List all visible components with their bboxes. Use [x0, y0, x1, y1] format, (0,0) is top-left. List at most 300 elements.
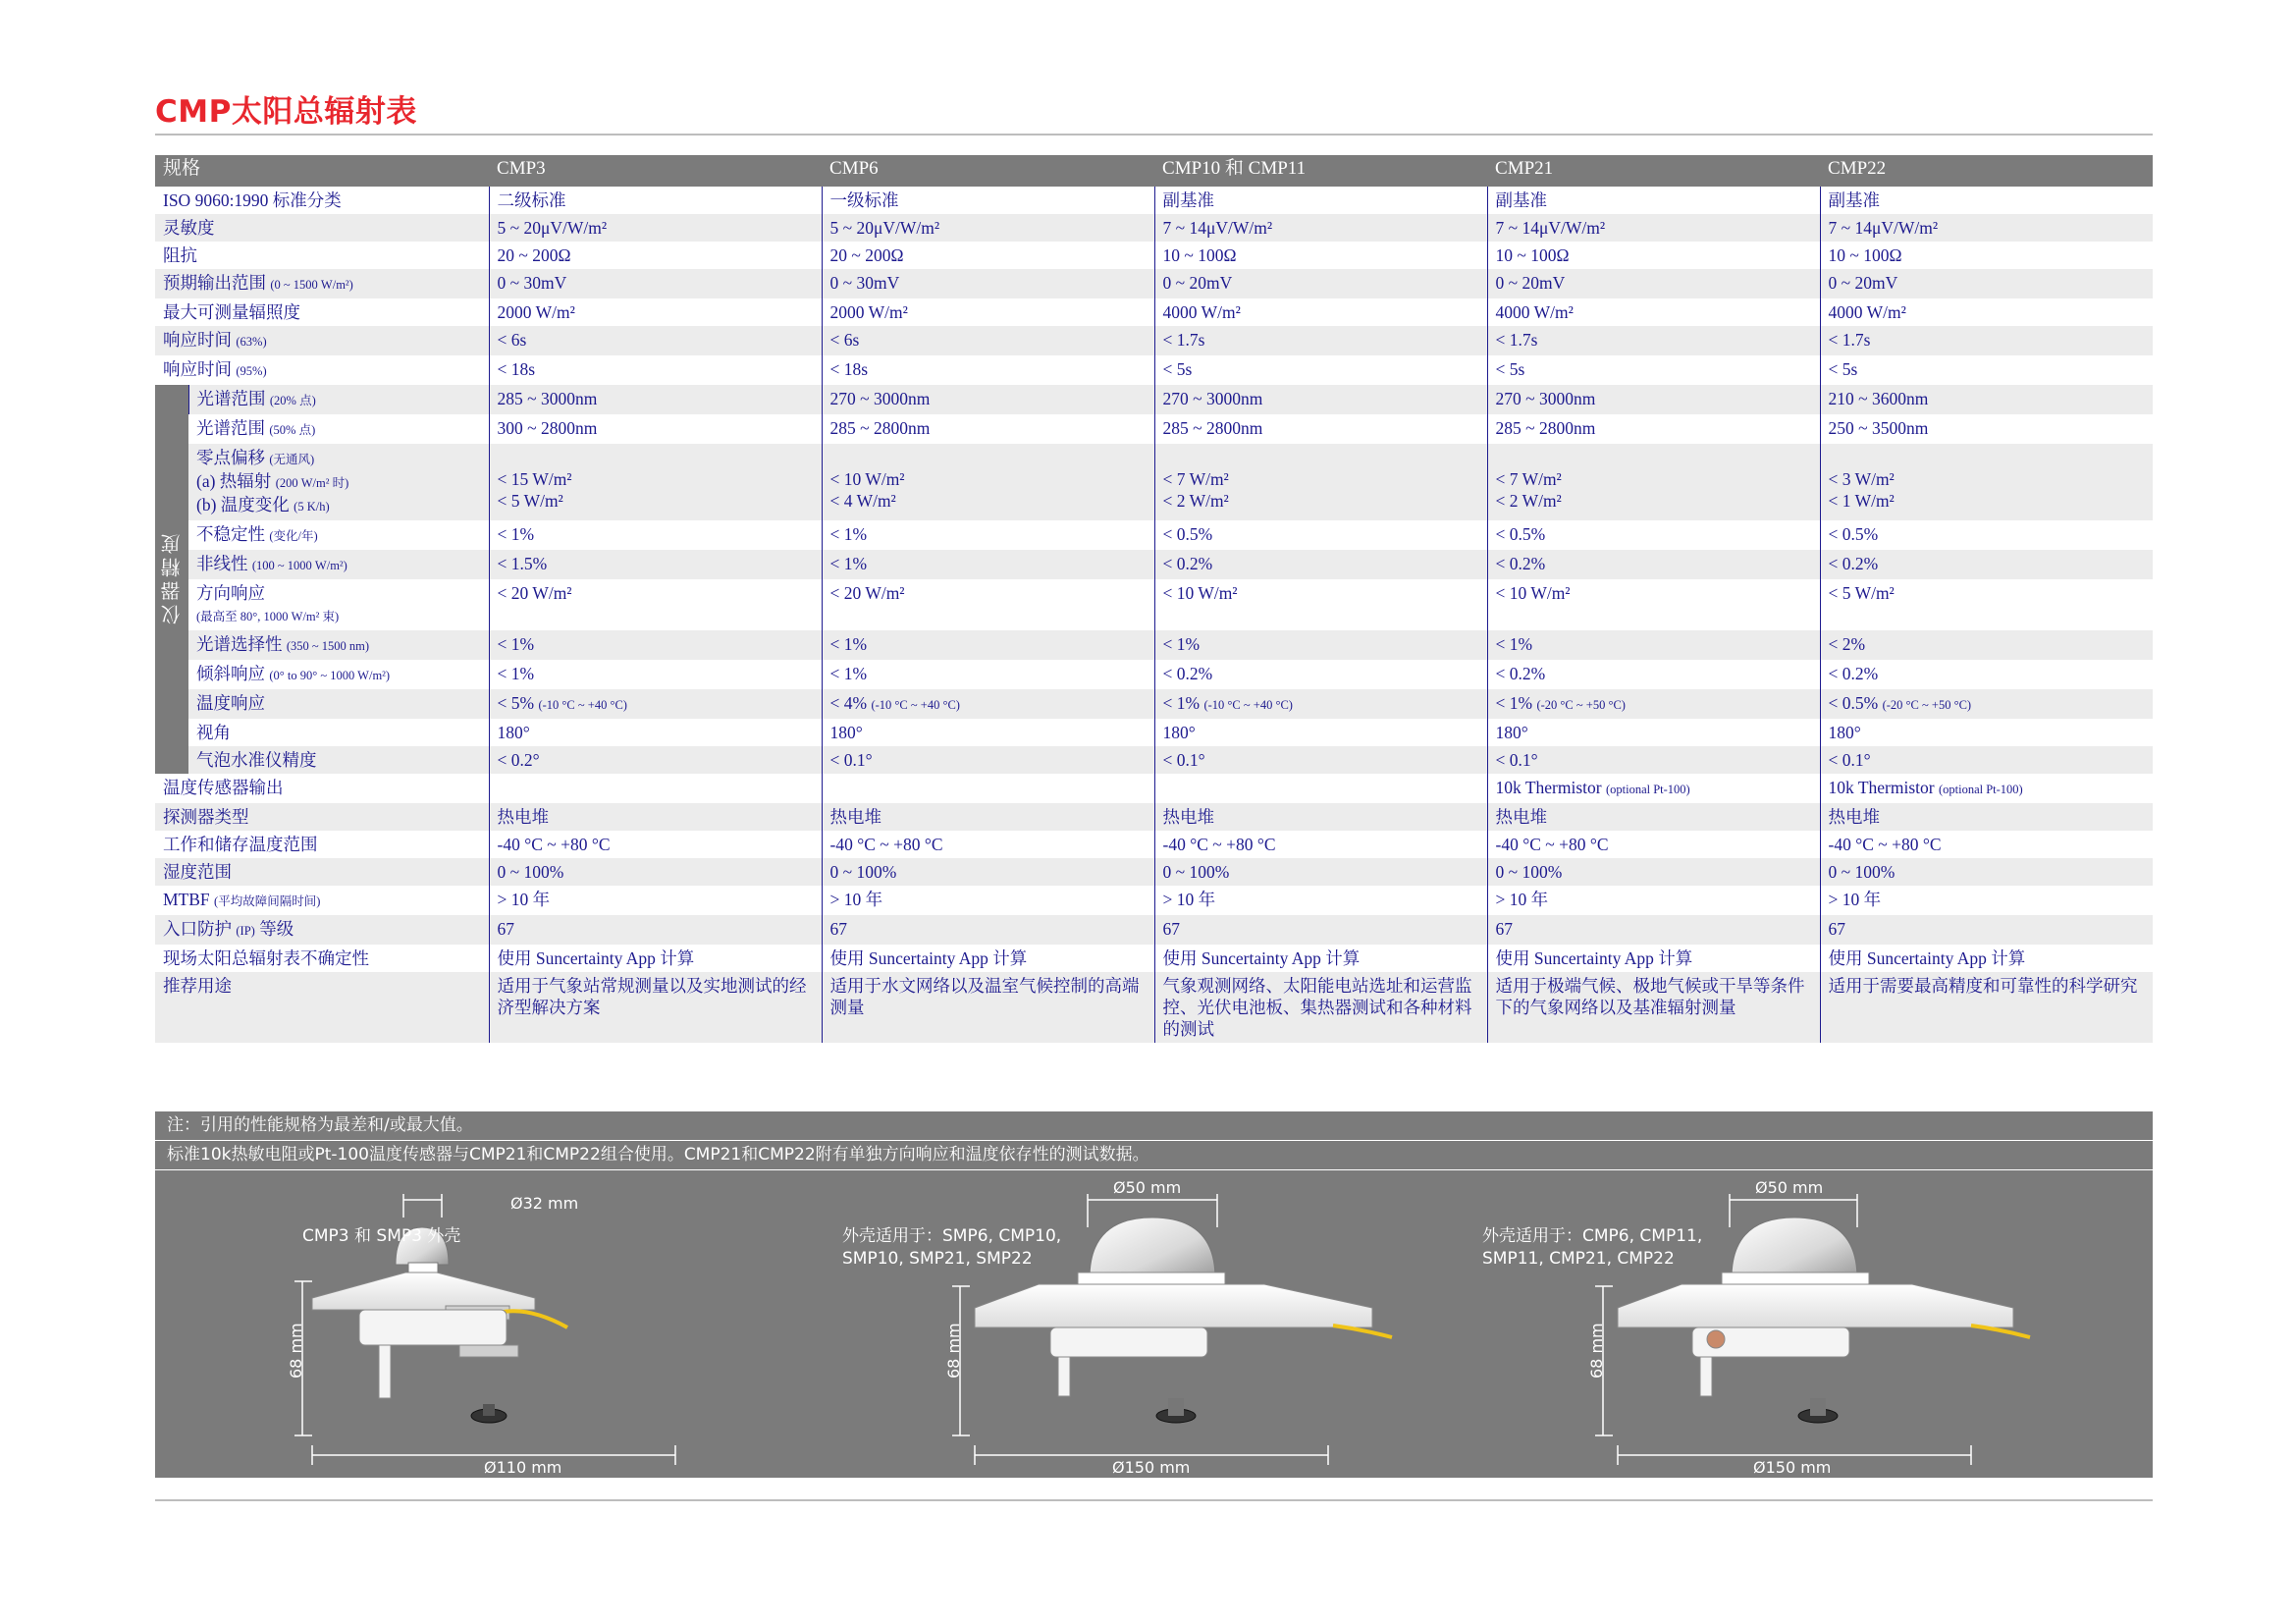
table-row — [155, 355, 2153, 385]
table-cell — [489, 746, 822, 774]
group-label-cell — [155, 385, 188, 774]
row-label: 倾斜响应 — [196, 664, 265, 683]
table-cell — [822, 945, 1154, 972]
row-label-sub: (50% 点) — [269, 423, 316, 437]
table-cell — [822, 746, 1154, 774]
row-label: ISO 9060:1990 标准分类 — [163, 190, 342, 210]
cell-value: < 0.2% — [1495, 664, 1546, 683]
cell-value: 20 ~ 200Ω — [497, 245, 571, 265]
table-cell — [1820, 414, 2153, 444]
cell-value: < 1% — [1162, 693, 1201, 713]
cell-value: 4000 W/m² — [1828, 302, 1906, 322]
table-cell — [1154, 214, 1487, 242]
table-row — [155, 746, 2153, 774]
table-cell — [489, 774, 822, 803]
cell-value: < 10 W/m² — [1495, 583, 1571, 603]
sensor-note: 标准10k热敏电阻或Pt-100温度传感器与CMP21和CMP22组合使用。CMP21和CMP22附有单独方向响应和温度依存性的测试数据。 — [155, 1141, 2153, 1169]
table-cell — [1487, 298, 1820, 326]
cell-value: 一级标准 — [829, 190, 899, 210]
row-label: 工作和储存温度范围 — [163, 835, 318, 854]
table-cell — [1154, 298, 1487, 326]
table-cell — [489, 550, 822, 579]
table-cell — [822, 444, 1154, 520]
table-row — [155, 630, 2153, 660]
cell-value: < 2% — [1828, 634, 1866, 654]
cell-value: -40 °C ~ +80 °C — [829, 835, 943, 854]
cell-value: 使用 Suncertainty App 计算 — [497, 948, 695, 968]
row-label: 湿度范围 — [163, 862, 232, 882]
row-label: 视角 — [196, 723, 231, 742]
row-label: 温度传感器输出 — [163, 778, 284, 797]
cell-value: < 1% — [829, 554, 868, 573]
table-cell — [1487, 385, 1820, 414]
cell-value: < 1% — [1495, 634, 1533, 654]
table-cell — [1487, 660, 1820, 689]
cell-value: 0 ~ 20mV — [1495, 273, 1566, 293]
table-cell — [1487, 444, 1820, 520]
table-cell — [1820, 214, 2153, 242]
row-label-sub3: (5 K/h) — [294, 500, 330, 514]
table-cell — [1820, 972, 2153, 1043]
table-cell — [1154, 326, 1487, 355]
cell-value: 20 ~ 200Ω — [829, 245, 904, 265]
row-label-cell — [188, 689, 489, 719]
cell-value: 300 ~ 2800nm — [497, 418, 598, 438]
cell-value: < 0.5% — [1495, 524, 1546, 544]
table-row — [155, 385, 2153, 414]
cell-value: 使用 Suncertainty App 计算 — [1495, 948, 1693, 968]
cell-value: 适用于气象站常规测量以及实地测试的经济型解决方案 — [497, 976, 807, 1017]
cell-value: < 1% — [497, 634, 535, 654]
cell-value: < 6s — [497, 330, 527, 350]
table-cell — [822, 774, 1154, 803]
cell-value: < 5s — [1828, 359, 1858, 379]
table-cell — [489, 214, 822, 242]
bottom-divider — [155, 1499, 2153, 1501]
cell-value: 0 ~ 100% — [1162, 862, 1230, 882]
cell-value: < 4% — [829, 693, 868, 713]
cell-value: 0 ~ 20mV — [1828, 273, 1898, 293]
table-row — [155, 187, 2153, 214]
cell-value: 0 ~ 30mV — [497, 273, 567, 293]
table-row — [155, 803, 2153, 831]
cell-value: 使用 Suncertainty App 计算 — [1828, 948, 2026, 968]
row-label-sub: (无通风) — [269, 453, 315, 466]
table-cell — [1154, 831, 1487, 858]
cell-sub: (optional Pt-100) — [1605, 783, 1690, 796]
table-cell — [822, 689, 1154, 719]
row-label-cell — [155, 242, 489, 269]
cell-value: < 0.5% — [1162, 524, 1213, 544]
cell-value: 7 ~ 14μV/W/m² — [1162, 218, 1273, 238]
row-label-cell — [188, 719, 489, 746]
cell-value: 0 ~ 100% — [497, 862, 564, 882]
drawings-panel — [155, 1170, 2153, 1478]
table-cell — [489, 579, 822, 630]
cell-value: 使用 Suncertainty App 计算 — [1162, 948, 1361, 968]
cell-value: 热电堆 — [1162, 807, 1215, 827]
cell-value: < 0.2% — [1495, 554, 1546, 573]
row-label: 方向响应 — [196, 583, 265, 603]
table-cell — [1154, 689, 1487, 719]
drawing-caption-2: 外壳适用于：SMP6, CMP10, SMP10, SMP21, SMP22 — [842, 1226, 1062, 1269]
table-cell — [1487, 579, 1820, 630]
cell-value: 270 ~ 3000nm — [1495, 389, 1596, 408]
row-label: 响应时间 — [163, 330, 232, 350]
table-cell — [1154, 803, 1487, 831]
cell-value: 副基准 — [1495, 190, 1548, 210]
table-cell — [1487, 326, 1820, 355]
row-label-cell — [188, 444, 489, 520]
row-label-cell — [188, 630, 489, 660]
cell-sub: (-10 °C ~ +40 °C) — [538, 698, 627, 712]
row-label: 最大可测量辐照度 — [163, 302, 300, 322]
cell-value: 气象观测网络、太阳能电站选址和运营监控、光伏电池板、集热器测试和各种材料的测试 — [1162, 976, 1472, 1039]
table-cell — [1487, 858, 1820, 886]
table-cell — [1487, 972, 1820, 1043]
table-cell — [489, 945, 822, 972]
row-label-cell — [155, 945, 489, 972]
table-cell — [1820, 630, 2153, 660]
cell-value: < 18s — [497, 359, 536, 379]
dome-diameter-3: Ø50 mm — [1755, 1178, 1824, 1197]
cell-value: < 2 W/m² — [1162, 491, 1229, 511]
cell-value: < 5 W/m² — [1828, 583, 1895, 603]
cell-value: < 1% — [497, 664, 535, 683]
table-cell — [822, 858, 1154, 886]
drawing-caption-3: 外壳适用于：CMP6, CMP11, SMP11, CMP21, CMP22 — [1482, 1226, 1703, 1269]
table-cell — [1820, 858, 2153, 886]
table-cell — [1820, 355, 2153, 385]
table-cell — [1487, 242, 1820, 269]
cell-value: 250 ~ 3500nm — [1828, 418, 1929, 438]
drawing-caption-1: CMP3 和 SMP3 外壳 — [302, 1226, 461, 1246]
row-label-cell — [155, 269, 489, 298]
cell-value: < 20 W/m² — [829, 583, 905, 603]
table-cell — [489, 355, 822, 385]
cell-value: < 1% — [1162, 634, 1201, 654]
table-cell — [822, 972, 1154, 1043]
dimension-drawings — [155, 1170, 2153, 1478]
cell-value: > 10 年 — [497, 890, 551, 909]
table-cell — [1154, 579, 1487, 630]
cell-value: 270 ~ 3000nm — [1162, 389, 1263, 408]
table-row — [155, 915, 2153, 945]
row-label-cell — [155, 355, 489, 385]
row-label: 入口防护 — [163, 919, 232, 939]
height-dimension-1: 68 mm — [287, 1323, 305, 1379]
row-label-cell — [188, 414, 489, 444]
table-cell — [489, 298, 822, 326]
cell-value: 2000 W/m² — [829, 302, 908, 322]
table-cell — [1154, 660, 1487, 689]
cell-value: 4000 W/m² — [1495, 302, 1574, 322]
table-cell — [1820, 298, 2153, 326]
table-cell — [1487, 886, 1820, 915]
table-cell — [1487, 630, 1820, 660]
table-row — [155, 858, 2153, 886]
cell-value: < 0.1° — [1828, 750, 1871, 770]
dome-diameter-2: Ø50 mm — [1113, 1178, 1182, 1197]
row-label-sub: (0 ~ 1500 W/m²) — [270, 278, 353, 292]
table-cell — [489, 326, 822, 355]
table-cell — [489, 187, 822, 214]
table-cell — [489, 972, 822, 1043]
spec-table — [155, 155, 2153, 1043]
table-header-row — [155, 155, 2153, 187]
cell-value: < 3 W/m² — [1828, 469, 1895, 489]
table-row — [155, 972, 2153, 1043]
cell-value: < 4 W/m² — [829, 491, 896, 511]
table-cell — [1154, 414, 1487, 444]
table-cell — [1154, 774, 1487, 803]
table-cell — [489, 269, 822, 298]
table-cell — [822, 385, 1154, 414]
header-cell: CMP10 和 CMP11 — [1154, 155, 1487, 187]
cell-value: > 10 年 — [829, 890, 883, 909]
table-cell — [1820, 689, 2153, 719]
row-label-cell — [155, 326, 489, 355]
row-label-cell — [155, 886, 489, 915]
dome-diameter-1: Ø32 mm — [510, 1194, 579, 1213]
height-dimension-3: 68 mm — [1587, 1323, 1606, 1379]
table-cell — [1487, 269, 1820, 298]
row-label-sub: (平均故障间隔时间) — [214, 894, 321, 908]
table-cell — [1154, 858, 1487, 886]
cell-value: < 5s — [1495, 359, 1525, 379]
table-cell — [489, 915, 822, 945]
cell-value: 270 ~ 3000nm — [829, 389, 931, 408]
table-cell — [1154, 746, 1487, 774]
row-label: 温度响应 — [196, 693, 265, 713]
table-cell — [1820, 774, 2153, 803]
table-cell — [489, 385, 822, 414]
row-label-cell — [188, 579, 489, 630]
cell-value: < 18s — [829, 359, 869, 379]
cell-value: < 6s — [829, 330, 860, 350]
cell-sub: (-10 °C ~ +40 °C) — [1203, 698, 1293, 712]
table-cell — [1154, 355, 1487, 385]
table-cell — [1487, 355, 1820, 385]
table-cell — [822, 831, 1154, 858]
cell-value: < 0.1° — [1495, 750, 1538, 770]
cell-value: 180° — [829, 723, 863, 742]
header-cell: 规格 — [155, 155, 489, 187]
table-cell — [822, 803, 1154, 831]
row-label: 不稳定性 — [196, 524, 265, 544]
cell-value: < 0.2% — [1162, 664, 1213, 683]
header-cell: CMP22 — [1820, 155, 2153, 187]
row-label-sub: (20% 点) — [269, 394, 316, 407]
cell-value: -40 °C ~ +80 °C — [1162, 835, 1276, 854]
table-cell — [1820, 550, 2153, 579]
row-label: 零点偏移 — [196, 448, 265, 467]
cell-value: -40 °C ~ +80 °C — [1828, 835, 1942, 854]
row-label-cell — [155, 774, 489, 803]
table-row — [155, 719, 2153, 746]
row-label-cell — [155, 214, 489, 242]
row-label-cell — [188, 520, 489, 550]
table-cell — [822, 915, 1154, 945]
table-cell — [489, 886, 822, 915]
table-cell — [489, 719, 822, 746]
table-cell — [822, 719, 1154, 746]
cell-value: 180° — [497, 723, 530, 742]
cell-sub: (-20 °C ~ +50 °C) — [1882, 698, 1972, 712]
table-cell — [1487, 915, 1820, 945]
page-title: CMP太阳总辐射表 — [155, 94, 417, 130]
row-label-line2: (a) 热辐射 — [196, 471, 272, 491]
table-cell — [1820, 326, 2153, 355]
table-row — [155, 660, 2153, 689]
row-label: 现场太阳总辐射表不确定性 — [163, 948, 369, 968]
table-cell — [1820, 187, 2153, 214]
cell-value: < 15 W/m² — [497, 469, 572, 489]
cell-value: > 10 年 — [1162, 890, 1216, 909]
table-cell — [1487, 945, 1820, 972]
footnote: 注：引用的性能规格为最差和/或最大值。 — [155, 1111, 2153, 1140]
table-cell — [1820, 520, 2153, 550]
table-cell — [822, 414, 1154, 444]
row-label-cell — [155, 298, 489, 326]
cell-value: 10k Thermistor — [1495, 778, 1602, 797]
table-cell — [1487, 550, 1820, 579]
cell-value: < 0.5% — [1828, 693, 1879, 713]
table-cell — [489, 630, 822, 660]
table-cell — [489, 660, 822, 689]
cell-value: 0 ~ 20mV — [1162, 273, 1233, 293]
table-cell — [1154, 886, 1487, 915]
table-cell — [1820, 385, 2153, 414]
height-dimension-2: 68 mm — [944, 1323, 963, 1379]
table-cell — [1820, 915, 2153, 945]
cell-value: < 1% — [829, 664, 868, 683]
table-cell — [1487, 520, 1820, 550]
cell-value: < 0.2° — [497, 750, 540, 770]
cell-value: < 0.2% — [1162, 554, 1213, 573]
row-label-line2: (最高至 80°, 1000 W/m² 束) — [196, 610, 340, 623]
table-cell — [1820, 444, 2153, 520]
row-label-sub: (63%) — [236, 335, 267, 349]
cell-value: 7 ~ 14μV/W/m² — [1828, 218, 1939, 238]
table-row — [155, 520, 2153, 550]
cell-value: 210 ~ 3600nm — [1828, 389, 1929, 408]
row-label: 光谱选择性 — [196, 634, 283, 654]
row-label: 灵敏度 — [163, 218, 215, 238]
cell-value: 副基准 — [1828, 190, 1881, 210]
cell-value: > 10 年 — [1828, 890, 1882, 909]
row-label: 探测器类型 — [163, 807, 249, 827]
table-cell — [489, 689, 822, 719]
cell-value: < 0.2% — [1828, 554, 1879, 573]
cell-value: 0 ~ 100% — [1495, 862, 1563, 882]
row-label: 推荐用途 — [163, 976, 232, 996]
row-label-cell — [155, 972, 489, 1043]
cell-value: < 20 W/m² — [497, 583, 572, 603]
cell-value: 适用于需要最高精度和可靠性的科学研究 — [1828, 976, 2138, 996]
table-cell — [1820, 242, 2153, 269]
cell-value: 285 ~ 3000nm — [497, 389, 598, 408]
table-cell — [1487, 689, 1820, 719]
cell-value: 285 ~ 2800nm — [1495, 418, 1596, 438]
row-label-tail: 等级 — [259, 919, 294, 939]
table-cell — [822, 579, 1154, 630]
cell-value: < 1% — [1495, 693, 1533, 713]
cell-value: < 0.2% — [1828, 664, 1879, 683]
table-row — [155, 242, 2153, 269]
row-label-sub2: (200 W/m² 时) — [275, 476, 349, 490]
table-cell — [1820, 719, 2153, 746]
table-cell — [1820, 831, 2153, 858]
cell-value: 67 — [497, 919, 515, 939]
group-label: 仪器精度 — [159, 529, 184, 624]
cell-value: < 5% — [497, 693, 535, 713]
cell-value: 0 ~ 100% — [1828, 862, 1896, 882]
table-row — [155, 831, 2153, 858]
table-cell — [822, 326, 1154, 355]
cell-value: 适用于极端气候、极地气候或干旱等条件下的气象网络以及基准辐射测量 — [1495, 976, 1805, 1017]
table-cell — [1154, 242, 1487, 269]
cell-value: 5 ~ 20μV/W/m² — [497, 218, 608, 238]
table-cell — [1154, 444, 1487, 520]
cell-value: < 1.7s — [1162, 330, 1205, 350]
row-label-cell — [155, 858, 489, 886]
table-cell — [1487, 214, 1820, 242]
row-label-sub: (350 ~ 1500 nm) — [286, 639, 370, 653]
header-cell: CMP21 — [1487, 155, 1820, 187]
cell-value: 7 ~ 14μV/W/m² — [1495, 218, 1606, 238]
table-cell — [1154, 520, 1487, 550]
cell-value: 2000 W/m² — [497, 302, 575, 322]
base-diameter-1: Ø110 mm — [484, 1458, 562, 1477]
cell-value: 使用 Suncertainty App 计算 — [829, 948, 1028, 968]
cell-value: < 0.5% — [1828, 524, 1879, 544]
cell-value: 10k Thermistor — [1828, 778, 1935, 797]
cell-value: < 0.1° — [1162, 750, 1205, 770]
table-row — [155, 689, 2153, 719]
row-label-cell — [188, 550, 489, 579]
cell-value: > 10 年 — [1495, 890, 1549, 909]
table-cell — [1154, 719, 1487, 746]
cell-value: < 1 W/m² — [1828, 491, 1895, 511]
cell-value: < 1.5% — [497, 554, 548, 573]
table-cell — [1487, 414, 1820, 444]
cell-value: < 1.7s — [1828, 330, 1871, 350]
cell-value: 热电堆 — [1828, 807, 1881, 827]
table-cell — [1487, 746, 1820, 774]
base-diameter-3: Ø150 mm — [1753, 1458, 1832, 1477]
row-label-sub: (95%) — [236, 364, 267, 378]
cell-value: < 1.7s — [1495, 330, 1538, 350]
row-label: 光谱范围 — [196, 418, 265, 438]
row-label-cell — [155, 915, 489, 945]
cell-sub: (-10 °C ~ +40 °C) — [871, 698, 960, 712]
cell-value: < 1% — [829, 524, 868, 544]
row-label: 非线性 — [196, 554, 248, 573]
cell-value: 热电堆 — [829, 807, 882, 827]
cell-value: 285 ~ 2800nm — [829, 418, 931, 438]
table-cell — [1487, 774, 1820, 803]
cell-value: -40 °C ~ +80 °C — [497, 835, 611, 854]
cell-value: 10 ~ 100Ω — [1495, 245, 1570, 265]
row-label: 光谱范围 — [196, 389, 266, 408]
cell-value: 67 — [829, 919, 848, 939]
table-cell — [822, 355, 1154, 385]
table-row — [155, 945, 2153, 972]
table-cell — [822, 187, 1154, 214]
table-row — [155, 414, 2153, 444]
table-cell — [1154, 945, 1487, 972]
